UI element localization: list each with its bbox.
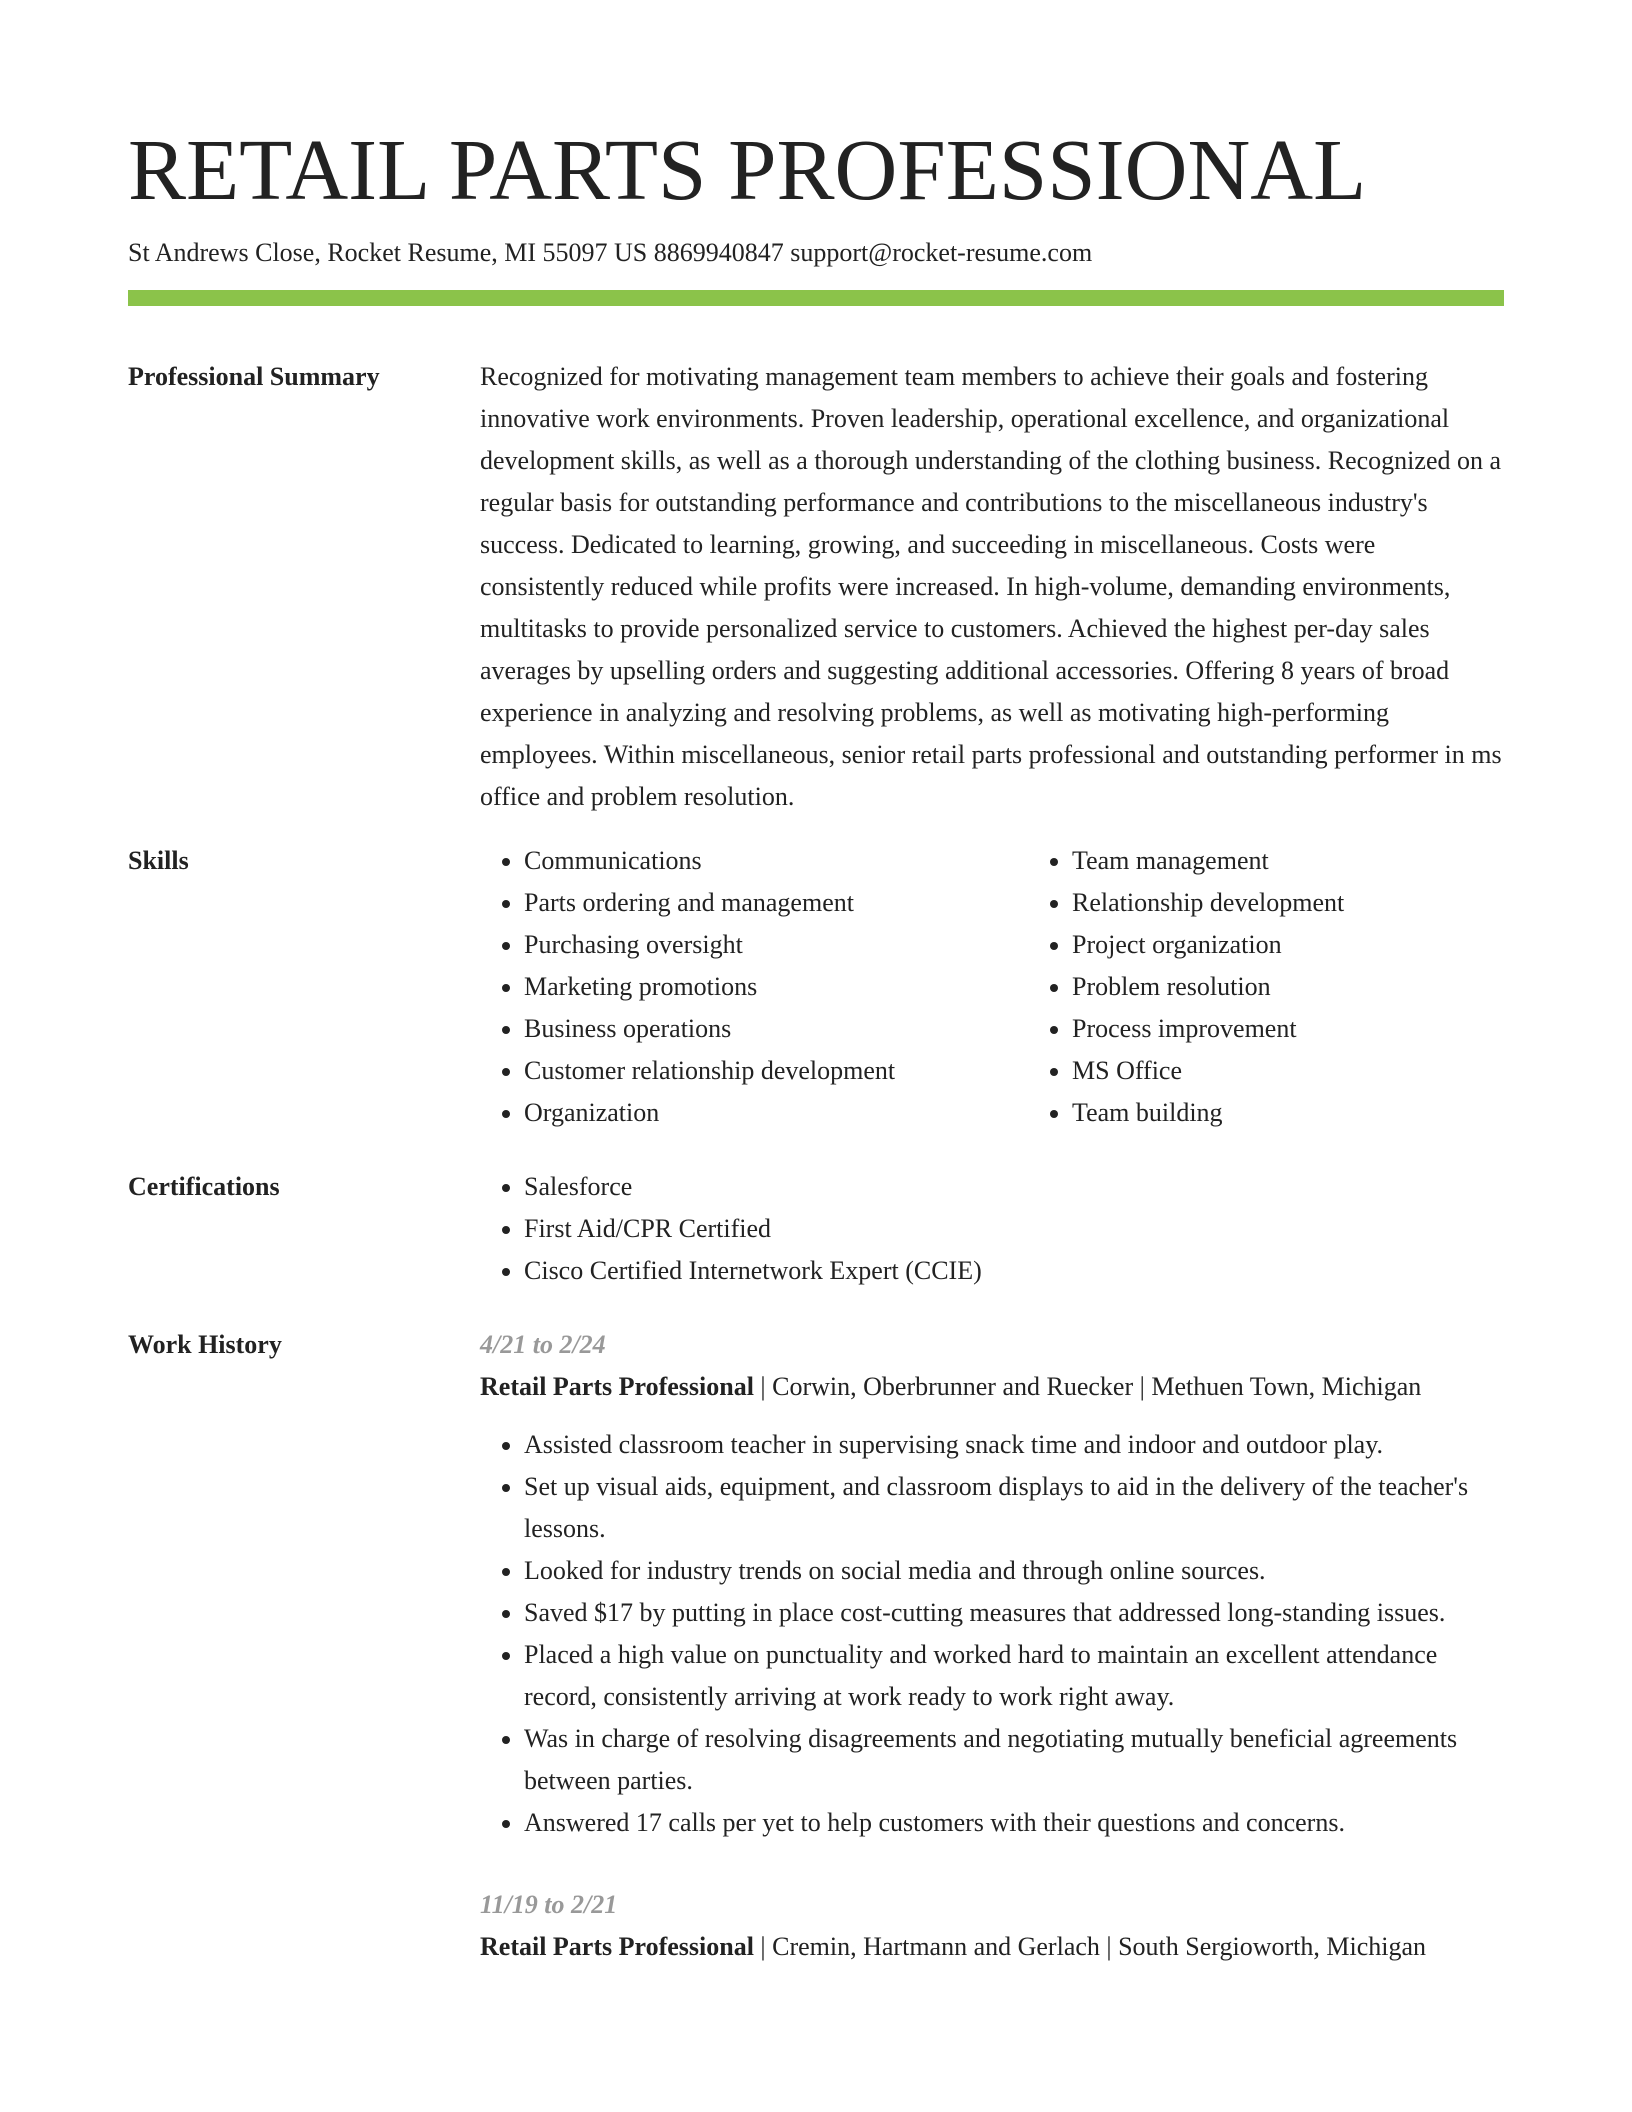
- skill-item: • Team management: [1072, 840, 1504, 882]
- job-bullet: • Answered 17 calls per yet to help customers with their questions and concerns.: [524, 1802, 1504, 1844]
- certification-item: • Cisco Certified Internetwork Expert (CCIE): [524, 1250, 1504, 1292]
- skill-item: • MS Office: [1072, 1050, 1504, 1092]
- skill-item: • Parts ordering and management: [524, 882, 1028, 924]
- skill-item: • Communications: [524, 840, 1028, 882]
- skill-item: • Business operations: [524, 1008, 1028, 1050]
- skill-item: • Project organization: [1072, 924, 1504, 966]
- job-bullet: • Looked for industry trends on social media and through online sources.: [524, 1550, 1504, 1592]
- header-divider: [128, 290, 1504, 306]
- skill-item: • Team building: [1072, 1092, 1504, 1134]
- skills-section: [128, 840, 1504, 1134]
- summary-section: [128, 356, 1504, 818]
- contact-phone: 8869940847: [653, 238, 784, 267]
- skill-item: • Purchasing oversight: [524, 924, 1028, 966]
- skills-list-left: [480, 840, 1028, 1134]
- skills-list-right: [1028, 840, 1504, 1134]
- certification-item: • Salesforce: [524, 1166, 1504, 1208]
- skills-label: Skills: [128, 846, 189, 875]
- resume-page: [128, 0, 1504, 2008]
- job-bullets: [480, 1424, 1504, 1844]
- certifications-list: [480, 1166, 1504, 1292]
- job-entry: [480, 1324, 1504, 1844]
- certifications-section: [128, 1166, 1504, 1292]
- certification-item: • First Aid/CPR Certified: [524, 1208, 1504, 1250]
- job-bullet: • Was in charge of resolving disagreements and negotiating mutually beneficial agreements between parties.: [524, 1718, 1504, 1802]
- job-details: | Cremin, Hartmann and Gerlach | South Sergioworth, Michigan: [753, 1932, 1426, 1961]
- skill-item: • Process improvement: [1072, 1008, 1504, 1050]
- contact-line: [128, 236, 1504, 270]
- job-title: Retail Parts Professional: [480, 1932, 754, 1961]
- resume-name: RETAIL PARTS PROFESSIONAL: [128, 121, 1367, 218]
- skill-item: • Customer relationship development: [524, 1050, 1028, 1092]
- job-bullet: • Set up visual aids, equipment, and classroom displays to aid in the delivery of the teacher's lessons.: [524, 1466, 1504, 1550]
- job-entry: [480, 1884, 1504, 1968]
- job-title: Retail Parts Professional: [480, 1372, 754, 1401]
- work-history-section: [128, 1324, 1504, 2008]
- job-bullet: • Assisted classroom teacher in supervising snack time and indoor and outdoor play.: [524, 1424, 1504, 1466]
- work-history-label: Work History: [128, 1330, 282, 1359]
- skill-item: • Marketing promotions: [524, 966, 1028, 1008]
- contact-email: support@rocket-resume.com: [790, 238, 1093, 267]
- skill-item: • Problem resolution: [1072, 966, 1504, 1008]
- job-details: | Corwin, Oberbrunner and Ruecker | Methuen Town, Michigan: [753, 1372, 1422, 1401]
- summary-text: Recognized for motivating management team members to achieve their goals and fostering innovative work environments. Proven leadership, operational excellence, and organizational development skills, as well as a thorough understanding of the clothing business. Recognized on a regular basis for outstanding performance and contributions to the miscellaneous industry's success. Dedicated to learning, growing, and succeeding in miscellaneous. Costs were consistently reduced while profits were increased. In high-volume, demanding environments, multitasks to provide personalized service to customers. Achieved the highest per-day sales averages by upselling orders and suggesting additional accessories. Offering 8 years of broad experience in analyzing and resolving problems, as well as motivating high-performing employees. Within miscellaneous, senior retail parts professional and outstanding performer in ms office and problem resolution.: [480, 362, 1502, 811]
- job-heading: [480, 1366, 1504, 1408]
- job-bullet: • Saved $17 by putting in place cost-cutting measures that addressed long-standing issues.: [524, 1592, 1504, 1634]
- skill-item: • Relationship development: [1072, 882, 1504, 924]
- job-dates: 11/19 to 2/21: [480, 1890, 618, 1919]
- job-bullet: • Placed a high value on punctuality and worked hard to maintain an excellent attendance record, consistently arriving at work ready to work right away.: [524, 1634, 1504, 1718]
- skill-item: • Organization: [524, 1092, 1028, 1134]
- job-heading: [480, 1926, 1504, 1968]
- certifications-label: Certifications: [128, 1172, 280, 1201]
- summary-label: Professional Summary: [128, 362, 380, 391]
- job-dates: 4/21 to 2/24: [480, 1330, 606, 1359]
- contact-address: St Andrews Close, Rocket Resume, MI 55097 US: [128, 238, 648, 267]
